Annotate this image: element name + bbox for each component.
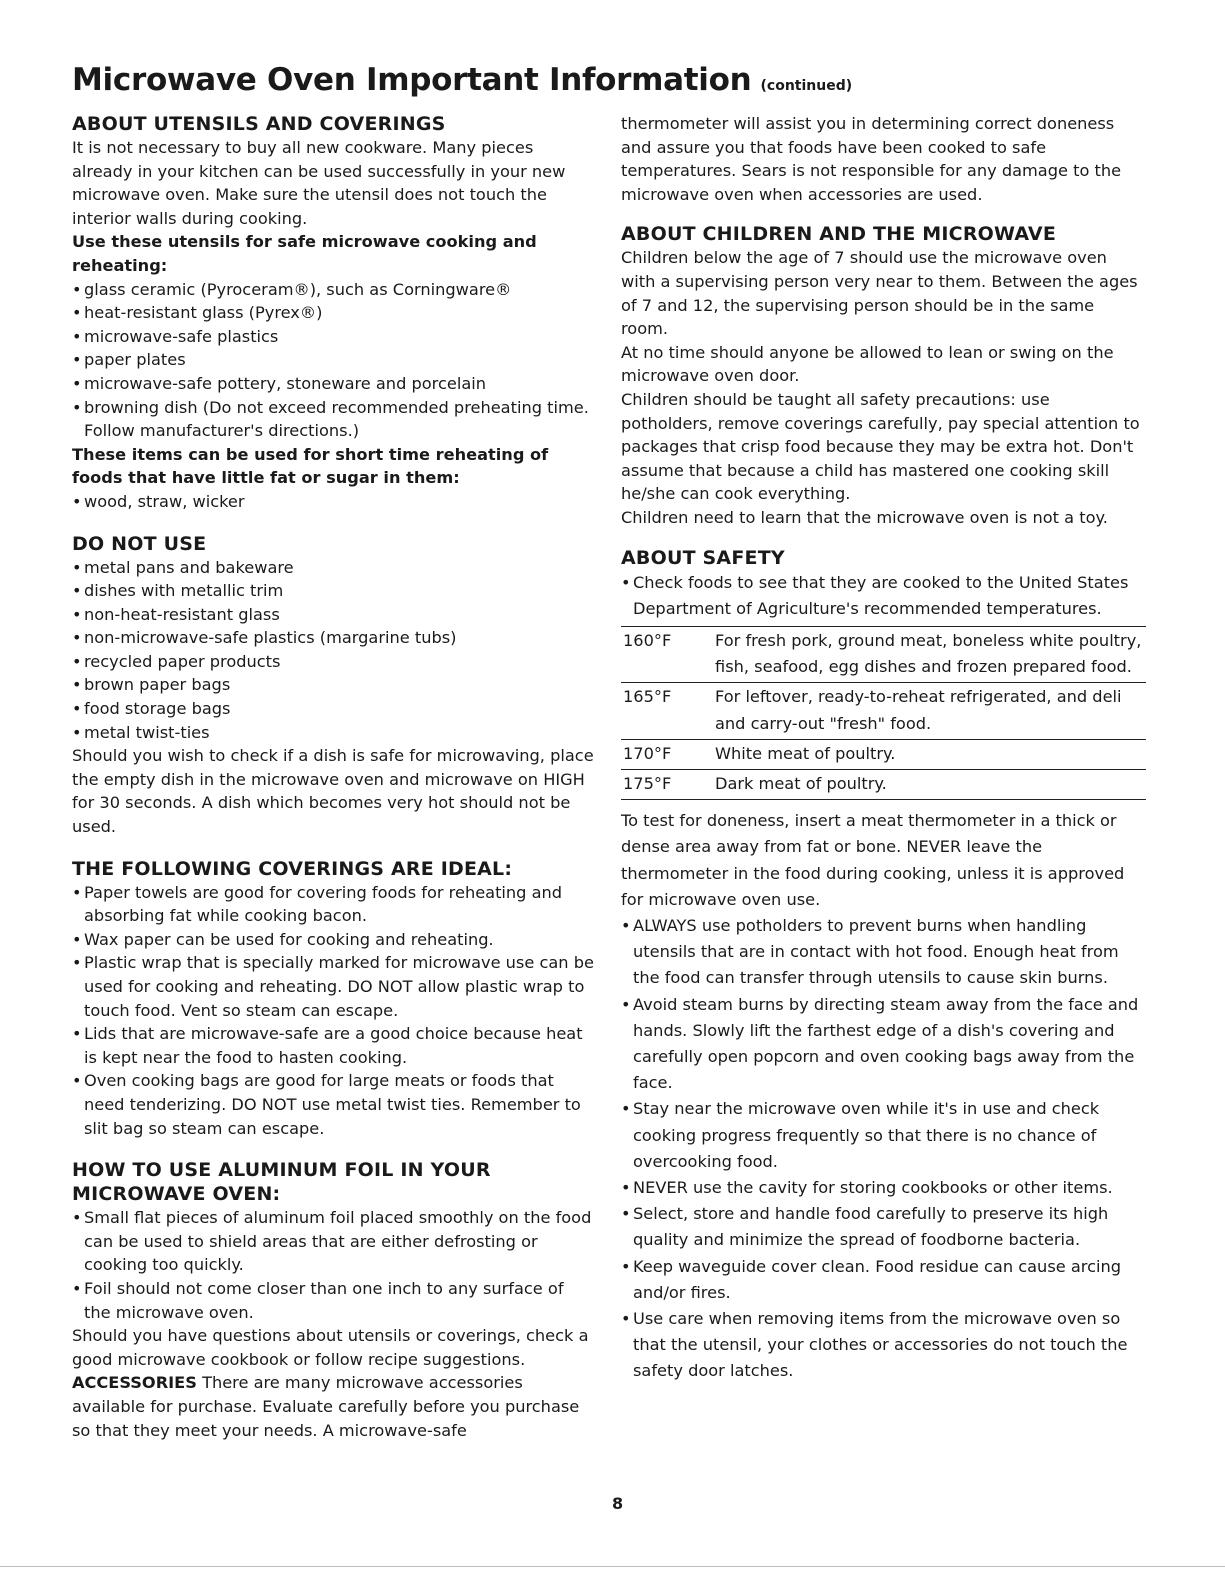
dish-check-text: Should you wish to check if a dish is safe for microwaving, place the empty dish in the microwave oven and microwave on HIGH for 30 seconds. A dish which becomes very hot should not be used. [72,746,594,837]
list-item: • metal twist-ties [72,721,595,745]
page-number: 8 [612,1494,624,1513]
list-item: • Avoid steam burns by directing steam away from the face and hands. Slowly lift the farthest edge of a dish's covering and carefully open popcorn and oven cooking bags away from the face. [621,992,1146,1097]
temp-desc-cell: White meat of poultry. [715,739,1146,769]
list-item: • metal pans and bakeware [72,556,595,580]
do-not-use-heading: DO NOT USE [72,532,207,555]
list-item: • Small flat pieces of aluminum foil placed smoothly on the food can be used to shield areas that are either defrosting or cooking too quickly. [72,1206,595,1277]
do-not-use-list [72,556,595,745]
list-item: • food storage bags [72,697,595,721]
temp-desc-cell: For leftover, ready-to-reheat refrigerated, and deli and carry-out "fresh" food. [715,683,1146,739]
list-item: • microwave-safe pottery, stoneware and porcelain [72,372,595,396]
safety-list [621,913,1146,1385]
accessories-label: ACCESSORIES [72,1373,197,1393]
right-column [621,112,1146,1385]
list-item: • Use care when removing items from the microwave oven so that the utensil, your clothes or accessories do not touch the safety door latches. [621,1306,1146,1385]
utensils-intro: It is not necessary to buy all new cookware. Many pieces already in your kitchen can be used successfully in your new microwave oven. Make sure the utensil does not touch the interior walls during cooking. [72,138,566,228]
questions-text: Should you have questions about utensils or coverings, check a good microwave cookbook or follow recipe suggestions. [72,1326,589,1369]
table-row [621,739,1146,769]
short-reheat-heading: These items can be used for short time reheating of foods that have little fat or sugar in them: [72,444,549,488]
safe-utensils-list [72,278,595,443]
table-row [621,683,1146,739]
list-item: • NEVER use the cavity for storing cookbooks or other items. [621,1175,1146,1201]
children-paragraph: Children should be taught all safety precautions: use potholders, remove coverings carefully, pay special attention to packages that crisp food because they may be extra hot. Don't assume that because a child has mastered one cooking skill he/she can cook everything. [621,389,1140,504]
left-column [72,112,595,1442]
list-item: • Wax paper can be used for cooking and reheating. [72,928,595,952]
safe-utensils-heading: Use these utensils for safe microwave cooking and reheating: [72,232,537,275]
table-row [621,769,1146,799]
title-text: Microwave Oven Important Information [72,62,752,98]
accessories-continuation: thermometer will assist you in determining correct doneness and assure you that foods have been cooked to safe temperatures. Sears is not responsible for any damage to the microwave oven when accessories are used. [621,114,1122,204]
utensils-heading: ABOUT UTENSILS AND COVERINGS [72,113,446,135]
accessories-paragraph [72,1371,595,1442]
foil-list [72,1206,595,1324]
list-item: • browning dish (Do not exceed recommended preheating time. Follow manufacturer's directions.) [72,396,595,443]
children-heading: ABOUT CHILDREN AND THE MICROWAVE [621,223,1057,246]
list-item: • Plastic wrap that is specially marked for microwave use can be used for cooking and reheating. DO NOT allow plastic wrap to touch food. Vent so steam can escape. [72,951,595,1022]
temp-desc-cell: For fresh pork, ground meat, boneless white poultry, fish, seafood, egg dishes and frozen prepared food. [715,626,1146,682]
coverings-heading: THE FOLLOWING COVERINGS ARE IDEAL: [72,857,513,880]
page-title [72,62,852,98]
list-item: • Oven cooking bags are good for large meats or foods that need tenderizing. DO NOT use metal twist ties. Remember to slit bag so steam can escape. [72,1069,595,1140]
temp-cell: 165°F [621,683,715,739]
list-item: • Check foods to see that they are cooked to the United States Department of Agriculture's recommended temperatures. [621,570,1146,622]
list-item: • Foil should not come closer than one inch to any surface of the microwave oven. [72,1277,595,1324]
list-item: • heat-resistant glass (Pyrex®) [72,301,595,325]
children-paragraph: Children below the age of 7 should use the microwave oven with a supervising person very near to them. Between the ages of 7 and 12, the supervising person should be in the same room. [621,248,1138,339]
temp-cell: 170°F [621,739,715,769]
list-item: • recycled paper products [72,650,595,674]
list-item: • non-microwave-safe plastics (margarine tubs) [72,626,595,650]
temp-cell: 160°F [621,626,715,682]
list-item: • microwave-safe plastics [72,325,595,349]
list-item: • Stay near the microwave oven while it's in use and check cooking progress frequently so that there is no chance of overcooking food. [621,1096,1146,1175]
list-item: • ALWAYS use potholders to prevent burns when handling utensils that are in contact with hot food. Enough heat from the food can transfer through utensils to cause skin burns. [621,913,1146,992]
temp-desc-cell: Dark meat of poultry. [715,769,1146,799]
safety-intro-list [621,570,1146,622]
accessories-text: There are many microwave accessories available for purchase. Evaluate carefully before you purchase so that they meet your needs. A microwave-safe [72,1373,580,1440]
foil-heading: HOW TO USE ALUMINUM FOIL IN YOUR MICROWAVE OVEN: [72,1159,491,1206]
short-reheat-list [72,490,595,514]
temperature-table [621,626,1146,800]
list-item: • glass ceramic (Pyroceram®), such as Corningware® [72,278,595,302]
table-row [621,626,1146,682]
list-item: • wood, straw, wicker [72,490,595,514]
safety-heading: ABOUT SAFETY [621,546,785,569]
list-item: • paper plates [72,348,595,372]
doneness-text: To test for doneness, insert a meat thermometer in a thick or dense area away from fat or bone. NEVER leave the thermometer in the food during cooking, unless it is approved for microwave oven use. [621,811,1125,909]
list-item: • Select, store and handle food carefully to preserve its high quality and minimize the spread of foodborne bacteria. [621,1201,1146,1253]
coverings-list [72,881,595,1141]
list-item: • Lids that are microwave-safe are a good choice because heat is kept near the food to hasten cooking. [72,1022,595,1069]
list-item: • brown paper bags [72,673,595,697]
children-paragraph: Children need to learn that the microwave oven is not a toy. [621,507,1108,527]
title-continued: (continued) [760,78,853,94]
list-item: • Paper towels are good for covering foods for reheating and absorbing fat while cooking bacon. [72,881,595,928]
list-item: • dishes with metallic trim [72,579,595,603]
list-item: • non-heat-resistant glass [72,603,595,627]
list-item: • Keep waveguide cover clean. Food residue can cause arcing and/or fires. [621,1254,1146,1306]
page-bottom-edge [0,1566,1225,1567]
temp-cell: 175°F [621,769,715,799]
children-paragraph: At no time should anyone be allowed to lean or swing on the microwave oven door. [621,342,1114,386]
